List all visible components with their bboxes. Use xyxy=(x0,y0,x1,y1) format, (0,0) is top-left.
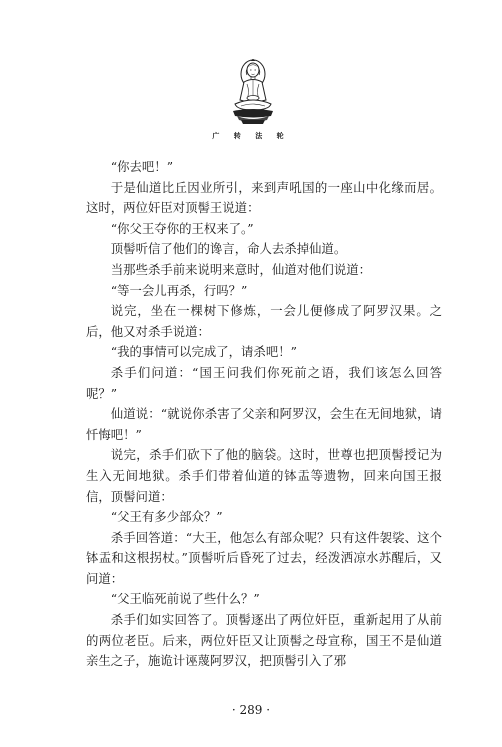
paragraph-15: 杀手们如实回答了。顶髻逐出了两位奸臣，重新起用了从前的两位老臣。后来，两位奸臣又让顶髻之母宣称，国王不是仙道亲生之子，施诡计诬蔑阿罗汉，把顶髻引入了邪 xyxy=(86,612,442,669)
body-text xyxy=(86,157,442,672)
paragraph-14: “父王临死前说了些什么？” xyxy=(110,591,260,607)
paragraph-13: 杀手回答道：“大王，他怎么有部众呢？只有这件袈裟、这个钵盂和这根拐杖。”顶髻听后昏死了过去，经泼洒凉水苏醒后，又问道： xyxy=(86,529,442,586)
seated-buddha-icon xyxy=(225,58,281,128)
paragraph-8: “我的事情可以完成了，请杀吧！” xyxy=(110,344,297,360)
paragraph-2: 于是仙道比丘因业所引，来到声吼国的一座山中化缘而居。这时，两位奸臣对顶髻王说道： xyxy=(86,179,442,216)
paragraph-1: “你去吧！” xyxy=(110,159,174,174)
paragraph-9: 杀手们问道：“国王问我们你死前之语，我们该怎么回答呢？” xyxy=(86,364,442,401)
paragraph-3: “你父王夺你的王权来了。” xyxy=(110,220,254,236)
paragraph-7: 说完，坐在一棵树下修炼，一会儿便修成了阿罗汉果。之后，他又对杀手说道： xyxy=(86,303,442,339)
page-number: · 289 · xyxy=(231,703,271,717)
paragraph-11: 说完，杀手们砍下了他的脑袋。这时，世尊也把顶髻授记为生入无间地狱。杀手们带着仙道的钵盂等遗物，回来向国王报信，顶髻问道： xyxy=(86,447,442,504)
paragraph-5: 当那些杀手前来说明来意时，仙道对他们说道： xyxy=(110,261,371,277)
paragraph-6: “等一会儿再杀，行吗？” xyxy=(110,282,248,298)
page-header xyxy=(0,58,502,150)
paragraph-10: 仙道说：“就说你杀害了父亲和阿罗汉，会生在无间地狱，请忏悔吧！” xyxy=(86,406,442,442)
paragraph-12: “父王有多少部众？” xyxy=(110,509,223,525)
running-head: 广 转 法 轮 xyxy=(212,131,290,140)
paragraph-4: 顶髻听信了他们的谗言，命人去杀掉仙道。 xyxy=(110,241,347,257)
